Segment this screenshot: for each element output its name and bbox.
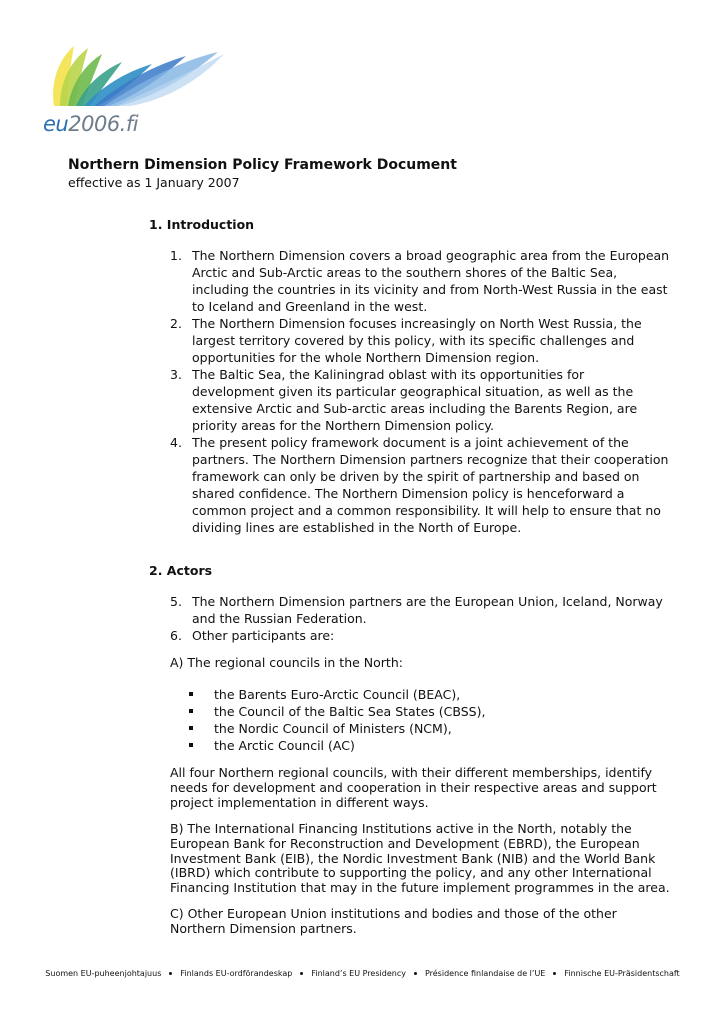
square-bullet-icon bbox=[189, 743, 193, 747]
list-item bbox=[170, 627, 670, 644]
item-number: 4. bbox=[170, 435, 182, 450]
item-text: The Northern Dimension covers a broad geographic area from the European Arctic and Sub-Arctic areas to the southern shores of the Baltic Sea, including the countries in its vicinity and from North-West Russia in the east to Iceland and Greenland in the west. bbox=[192, 248, 670, 314]
square-bullet-icon bbox=[189, 709, 193, 713]
footer-item-french: Présidence finlandaise de l’UE bbox=[424, 969, 546, 978]
item-number: 6. bbox=[170, 628, 182, 643]
document-subtitle: effective as 1 January 2007 bbox=[68, 175, 240, 190]
footer-separator-dot bbox=[300, 972, 303, 975]
paragraph-regional-councils: All four Northern regional councils, with their different memberships, identify needs for development and cooperation in their respective areas and support project implementation in different ways. bbox=[170, 765, 657, 810]
bullet-item bbox=[189, 720, 485, 737]
logo-year-text: 2006.fi bbox=[68, 112, 139, 136]
document-title: Northern Dimension Policy Framework Document bbox=[68, 157, 457, 173]
logo-eu-text: eu bbox=[43, 112, 69, 136]
regional-councils-list bbox=[189, 686, 485, 754]
footer-item-swedish: Finlands EU-ordförandeskap bbox=[180, 969, 293, 978]
paragraph-financing-institutions: B) The International Financing Institutions active in the North, notably the European Bank for Reconstruction and Development (EBRD), the European Investment Bank (EIB), the Nordic Investment Bank (NIB) and the World Bank (IBRD) which contribute to supporting the policy, and any other International Financing Institution that may in the future implement programmes in the area. bbox=[170, 821, 670, 896]
paragraph-other-institutions: C) Other European Union institutions and bodies and those of the other Northern Dimension partners. bbox=[170, 906, 617, 936]
logo-wordmark bbox=[43, 112, 138, 136]
list-item bbox=[170, 366, 670, 434]
item-number: 3. bbox=[170, 367, 182, 382]
list-item bbox=[170, 315, 670, 366]
bullet-item bbox=[189, 737, 485, 754]
item-text: Other participants are: bbox=[192, 628, 335, 643]
item-text: The Baltic Sea, the Kaliningrad oblast with its opportunities for development given its particular geographical situation, as well as the extensive Arctic and Sub-arctic areas including the Barents Region, are priority areas for the Northern Dimension policy. bbox=[192, 367, 638, 433]
section-heading-introduction: 1. Introduction bbox=[149, 217, 255, 232]
bullet-text: the Arctic Council (AC) bbox=[214, 738, 355, 753]
eu2006-logo bbox=[40, 40, 225, 140]
bullet-text: the Nordic Council of Ministers (NCM), bbox=[214, 721, 452, 736]
page-footer bbox=[0, 969, 725, 978]
paragraph-regional-councils-intro: A) The regional councils in the North: bbox=[170, 655, 403, 670]
bullet-text: the Council of the Baltic Sea States (CBSS), bbox=[214, 704, 486, 719]
list-item bbox=[170, 434, 670, 536]
footer-separator-dot bbox=[169, 972, 172, 975]
item-text: The Northern Dimension partners are the European Union, Iceland, Norway and the Russian Federation. bbox=[192, 594, 663, 626]
bullet-text: the Barents Euro-Arctic Council (BEAC), bbox=[214, 687, 461, 702]
footer-separator-dot bbox=[553, 972, 556, 975]
footer-separator-dot bbox=[414, 972, 417, 975]
actors-list bbox=[170, 593, 670, 644]
footer-item-finnish: Suomen EU-puheenjohtajuus bbox=[45, 969, 162, 978]
bullet-item bbox=[189, 703, 485, 720]
item-number: 5. bbox=[170, 594, 182, 609]
item-number: 2. bbox=[170, 316, 182, 331]
item-text: The present policy framework document is a joint achievement of the partners. The Northern Dimension partners recognize that their cooperation framework can only be driven by the spirit of partnership and based on shared confidence. The Northern Dimension policy is henceforward a common project and a common responsibility. It will help to ensure that no dividing lines are established in the North of Europe. bbox=[192, 435, 669, 535]
list-item bbox=[170, 247, 670, 315]
item-number: 1. bbox=[170, 248, 182, 263]
bullet-item bbox=[189, 686, 485, 703]
list-item bbox=[170, 593, 670, 627]
footer-item-english: Finland’s EU Presidency bbox=[311, 969, 406, 978]
introduction-list bbox=[170, 247, 670, 536]
footer-item-german: Finnische EU-Präsidentschaft bbox=[564, 969, 680, 978]
logo-wave-graphic bbox=[40, 40, 225, 120]
square-bullet-icon bbox=[189, 726, 193, 730]
square-bullet-icon bbox=[189, 692, 193, 696]
section-heading-actors: 2. Actors bbox=[149, 563, 213, 578]
item-text: The Northern Dimension focuses increasingly on North West Russia, the largest territory covered by this policy, with its specific challenges and opportunities for the whole Northern Dimension region. bbox=[192, 316, 642, 365]
